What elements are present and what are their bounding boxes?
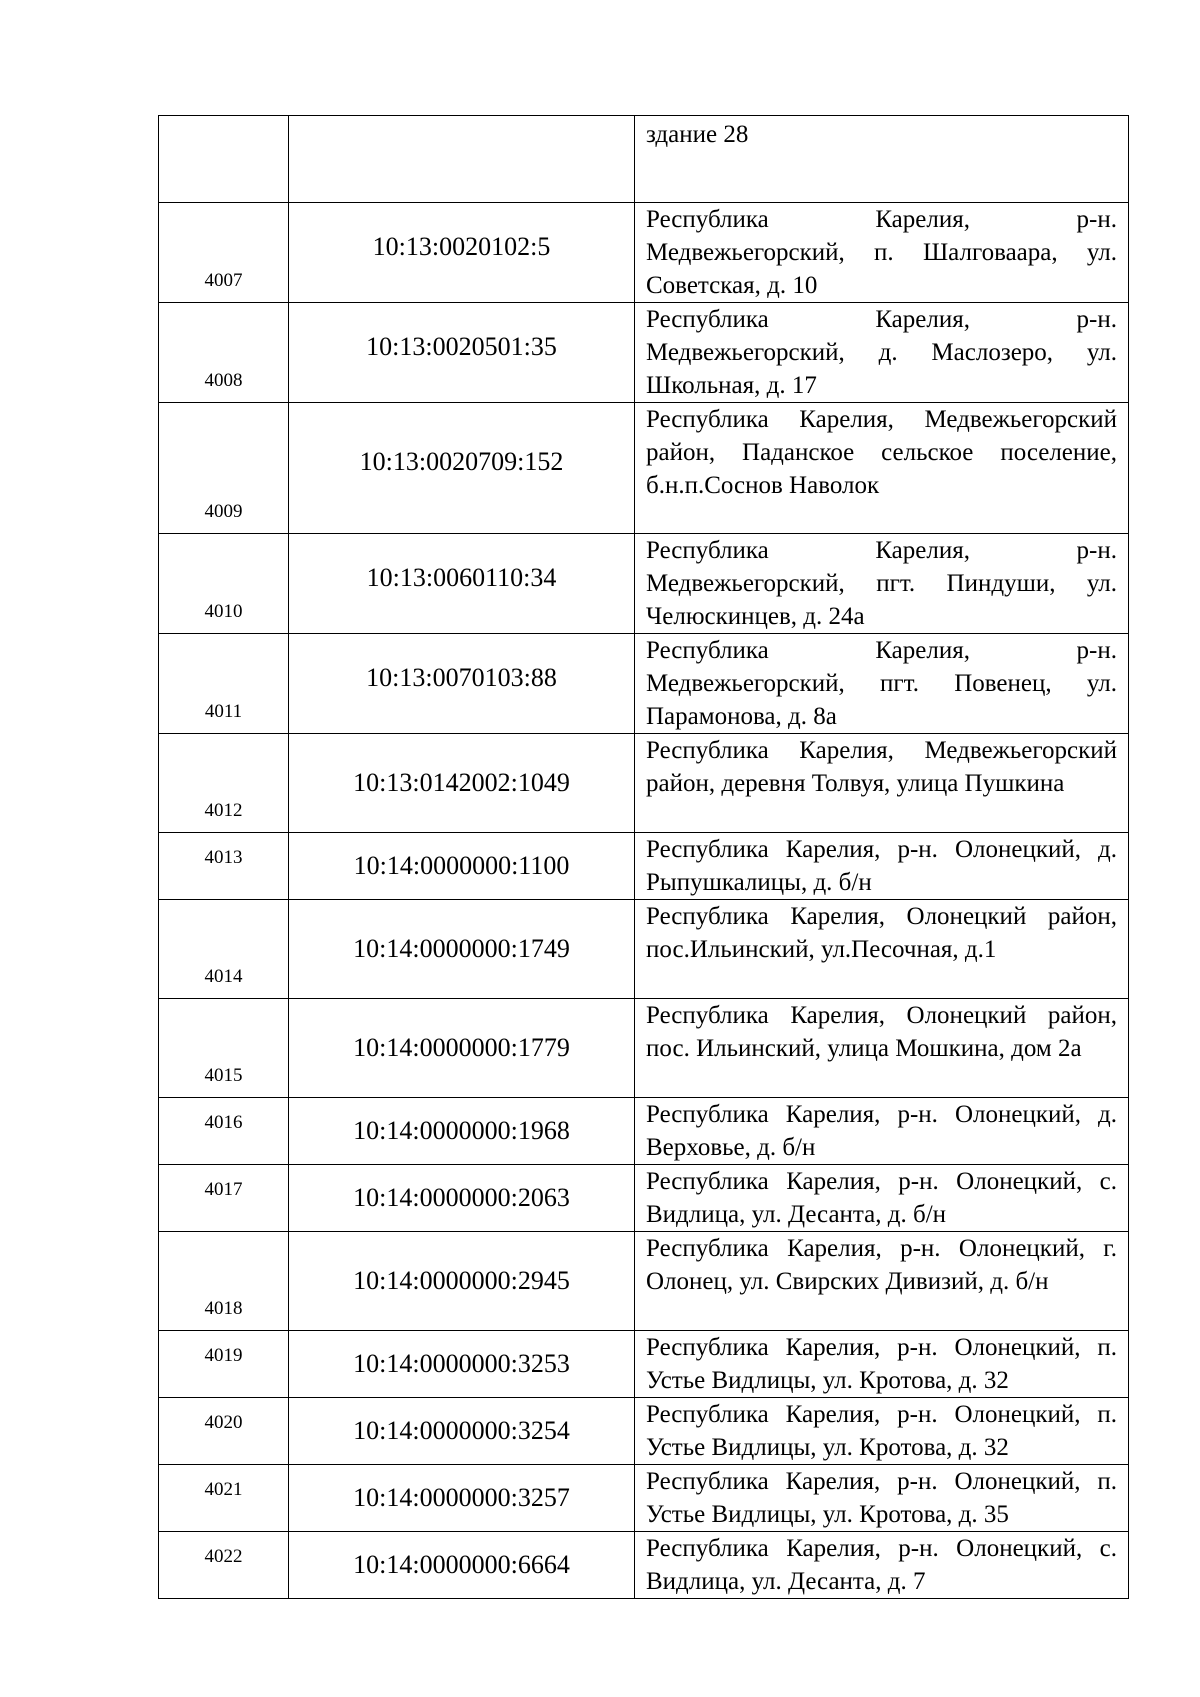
row-number-cell: 4015	[159, 999, 289, 1098]
table-row	[159, 534, 1129, 634]
row-number-cell: 4021	[159, 1465, 289, 1532]
address-cell: Республика Карелия, р-н. Медвежьегорский, п. Шалговаара, ул. Советская, д. 10	[635, 203, 1129, 303]
row-number-cell: 4017	[159, 1165, 289, 1232]
cadastral-number-cell: 10:14:0000000:3253	[289, 1331, 635, 1398]
row-number-cell: 4009	[159, 403, 289, 534]
row-number-cell: 4007	[159, 203, 289, 303]
address-cell: Республика Карелия, р-н. Медвежьегорский, пгт. Повенец, ул. Парамонова, д. 8а	[635, 634, 1129, 734]
row-number-cell: 4010	[159, 534, 289, 634]
cadastral-number-cell: 10:14:0000000:1100	[289, 833, 635, 900]
row-number-cell: 4019	[159, 1331, 289, 1398]
table-row	[159, 1165, 1129, 1232]
table-row	[159, 1098, 1129, 1165]
cadastral-number-cell: 10:14:0000000:3254	[289, 1398, 635, 1465]
address-cell: Республика Карелия, Олонецкий район, пос. Ильинский, улица Мошкина, дом 2а	[635, 999, 1129, 1098]
table-row	[159, 833, 1129, 900]
table-row	[159, 303, 1129, 403]
cadastral-number: 10:13:0070103:88	[366, 662, 557, 692]
cadastral-number-cell: 10:14:0000000:1749	[289, 900, 635, 999]
row-number-cell: 4008	[159, 303, 289, 403]
row-number-cell	[159, 116, 289, 203]
cadastral-number-cell: 10:14:0000000:1968	[289, 1098, 635, 1165]
cadastral-number: 10:13:0060110:34	[366, 562, 557, 592]
address-cell: Республика Карелия, р-н. Олонецкий, п. Устье Видлицы, ул. Кротова, д. 32	[635, 1331, 1129, 1398]
cadastral-number-cell	[289, 534, 635, 634]
address-cell: Республика Карелия, Медвежьегорский район, Паданское сельское поселение, б.н.п.Соснов Наволок	[635, 403, 1129, 534]
address-cell: Республика Карелия, Медвежьегорский район, деревня Толвуя, улица Пушкина	[635, 734, 1129, 833]
cadastral-number-cell: 10:14:0000000:2063	[289, 1165, 635, 1232]
cadastral-number-cell: 10:14:0000000:3257	[289, 1465, 635, 1532]
cadastral-number-cell: 10:13:0142002:1049	[289, 734, 635, 833]
address-cell: Республика Карелия, Олонецкий район, пос.Ильинский, ул.Песочная, д.1	[635, 900, 1129, 999]
table-row	[159, 116, 1129, 203]
row-number-cell: 4020	[159, 1398, 289, 1465]
cadastral-number-cell: 10:14:0000000:6664	[289, 1532, 635, 1599]
address-cell: Республика Карелия, р-н. Олонецкий, г. Олонец, ул. Свирских Дивизий, д. б/н	[635, 1232, 1129, 1331]
table-row	[159, 1532, 1129, 1599]
address-cell: Республика Карелия, р-н. Олонецкий, д. Верховье, д. б/н	[635, 1098, 1129, 1165]
table-row	[159, 734, 1129, 833]
row-number-cell: 4016	[159, 1098, 289, 1165]
registry-table	[158, 115, 1129, 1599]
address-cell: Республика Карелия, р-н. Олонецкий, с. Видлица, ул. Десанта, д. 7	[635, 1532, 1129, 1599]
address-cell: Республика Карелия, р-н. Олонецкий, д. Рыпушкалицы, д. б/н	[635, 833, 1129, 900]
table-row	[159, 900, 1129, 999]
cadastral-number-cell: 10:14:0000000:2945	[289, 1232, 635, 1331]
row-number-cell: 4014	[159, 900, 289, 999]
row-number-cell: 4022	[159, 1532, 289, 1599]
table-row	[159, 403, 1129, 534]
cadastral-number-cell: 10:14:0000000:1779	[289, 999, 635, 1098]
address-cell: Республика Карелия, р-н. Медвежьегорский, пгт. Пиндуши, ул. Челюскинцев, д. 24а	[635, 534, 1129, 634]
table-row	[159, 203, 1129, 303]
address-cell: Республика Карелия, р-н. Олонецкий, п. Устье Видлицы, ул. Кротова, д. 32	[635, 1398, 1129, 1465]
address-cell: Республика Карелия, р-н. Олонецкий, с. Видлица, ул. Десанта, д. б/н	[635, 1165, 1129, 1232]
cadastral-number: 10:13:0020102:5	[372, 231, 551, 261]
table-row	[159, 634, 1129, 734]
table-row	[159, 999, 1129, 1098]
table-row	[159, 1331, 1129, 1398]
cadastral-number: 10:13:0020501:35	[366, 331, 557, 361]
cadastral-number-cell	[289, 203, 635, 303]
table-row	[159, 1398, 1129, 1465]
row-number-cell: 4018	[159, 1232, 289, 1331]
cadastral-number-cell	[289, 634, 635, 734]
row-number-cell: 4012	[159, 734, 289, 833]
cadastral-number-cell	[289, 403, 635, 534]
address-cell: Республика Карелия, р-н. Олонецкий, п. Устье Видлицы, ул. Кротова, д. 35	[635, 1465, 1129, 1532]
cadastral-number: 10:13:0020709:152	[359, 447, 564, 476]
cadastral-number-cell	[289, 303, 635, 403]
address-cell: Республика Карелия, р-н. Медвежьегорский, д. Маслозеро, ул. Школьная, д. 17	[635, 303, 1129, 403]
cadastral-number-cell	[289, 116, 635, 203]
table-row	[159, 1232, 1129, 1331]
row-number-cell: 4013	[159, 833, 289, 900]
table-row	[159, 1465, 1129, 1532]
row-number-cell: 4011	[159, 634, 289, 734]
address-cell: здание 28	[635, 116, 1129, 203]
